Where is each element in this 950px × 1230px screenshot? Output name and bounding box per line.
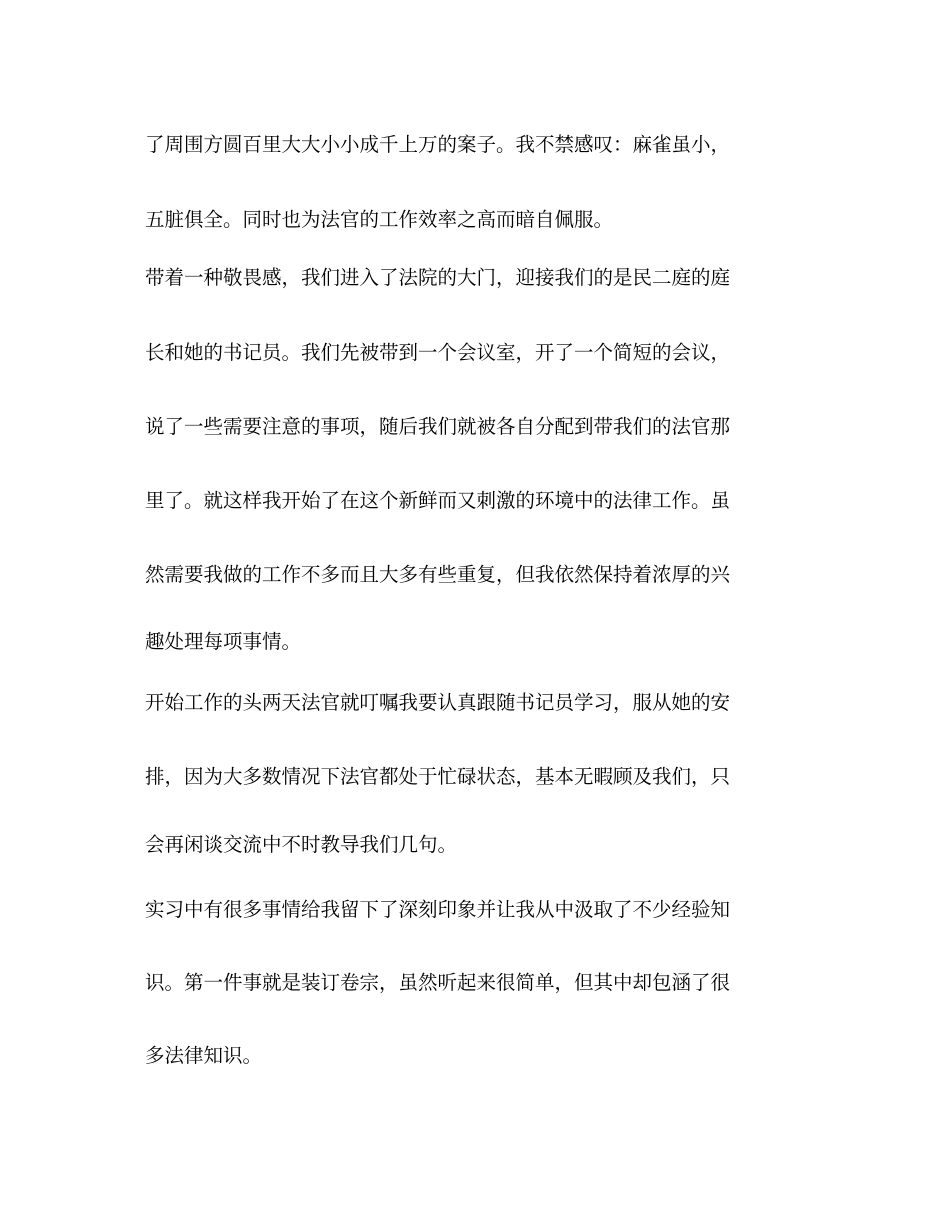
text-line: 开始工作的头两天法官就叮嘱我要认真跟随书记员学习，服从她的安 — [145, 691, 731, 714]
text-line: 识。第一件事就是装订卷宗，虽然听起来很简单，但其中却包涵了很 — [145, 971, 731, 994]
text-line: 排，因为大多数情况下法官都处于忙碌状态，基本无暇顾及我们，只 — [145, 765, 731, 788]
text-line: 五脏俱全。同时也为法官的工作效率之高而暗自佩服。 — [145, 208, 614, 231]
text-line: 长和她的书记员。我们先被带到一个会议室，开了一个简短的会议， — [145, 341, 731, 364]
text-line: 实习中有很多事情给我留下了深刻印象并让我从中汲取了不少经验知 — [145, 898, 731, 921]
text-line: 趣处理每项事情。 — [145, 630, 302, 653]
text-line: 带着一种敬畏感，我们进入了法院的大门，迎接我们的是民二庭的庭 — [145, 266, 731, 289]
text-line: 然需要我做的工作不多而且大多有些重复，但我依然保持着浓厚的兴 — [145, 563, 731, 586]
text-line: 里了。就这样我开始了在这个新鲜而又刺激的环境中的法律工作。虽 — [145, 489, 731, 512]
text-line: 多法律知识。 — [145, 1044, 263, 1067]
text-line: 了周围方圆百里大大小小成千上万的案子。我不禁感叹：麻雀虽小， — [145, 133, 731, 156]
text-line: 说了一些需要注意的事项，随后我们就被各自分配到带我们的法官那 — [145, 415, 731, 438]
text-line: 会再闲谈交流中不时教导我们几句。 — [145, 833, 458, 856]
